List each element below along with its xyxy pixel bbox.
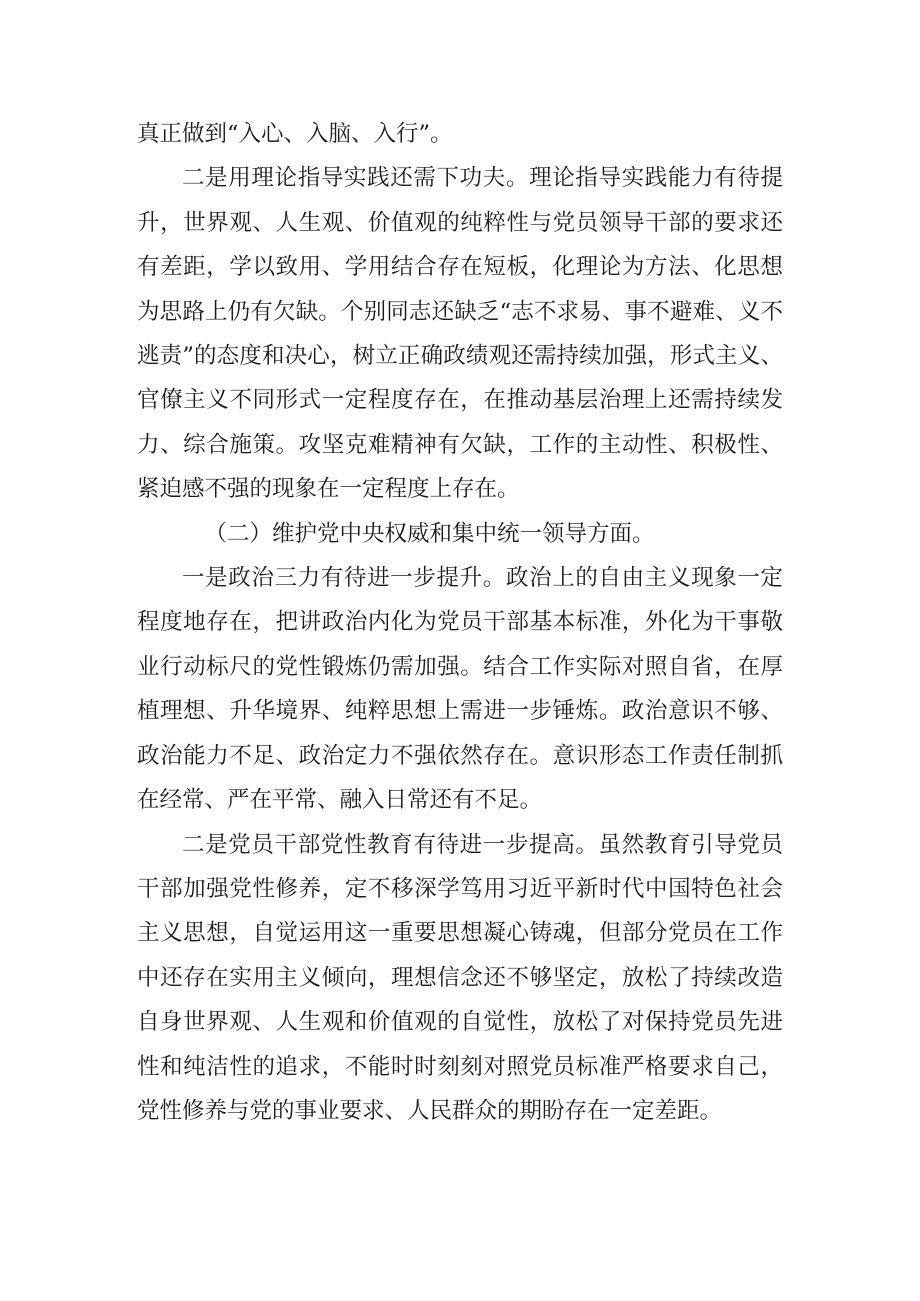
document-body xyxy=(137,112,783,1133)
paragraph-continuation: 真正做到“入心、入脑、入行”。 xyxy=(137,121,453,147)
paragraph-political-capacity: 一是政治三力有待进一步提升。政治上的自由主义现象一定程度地存在，把讲政治内化为党员干部基本标准，外化为干事敬业行动标尺的党性锻炼仍需加强。结合工作实际对照自省，在厚植理想、升华境界、纯粹思想上需进一步锤炼。政治意识不够、政治能力不足、政治定力不强依然存在。意识形态工作责任制抓在经常、严在平常、融入日常还有不足。 xyxy=(137,565,783,814)
paragraph-party-education: 二是党员干部党性教育有待进一步提高。虽然教育引导党员干部加强党性修养，定不移深学笃用习近平新时代中国特色社会主义思想，自觉运用这一重要思想凝心铸魂，但部分党员在工作中还存在实用主义倾向，理想信念还不够坚定，放松了持续改造自身世界观、人生观和价值观的自觉性，放松了对保持党员先进性和纯洁性的追求，不能时时刻刻对照党员标准严格要求自己，党性修养与党的事业要求、人民群众的期盼存在一定差距。 xyxy=(137,831,783,1124)
section-heading-2: （二）维护党中央权威和集中统一领导方面。 xyxy=(204,520,655,547)
paragraph-theory-practice: 二是用理论指导实践还需下功夫。理论指导实践能力有待提升，世界观、人生观、价值观的纯粹性与党员领导干部的要求还有差距，学以致用、学用结合存在短板，化理论为方法、化思想为思路上仍有欠缺。个别同志还缺乏“志不求易、事不避难、义不逃责”的态度和决心，树立正确政绩观还需持续加强，形式主义、官僚主义不同形式一定程度存在，在推动基层治理上还需持续发力、综合施策。攻坚克难精神有欠缺，工作的主动性、积极性、紧迫感不强的现象在一定程度上存在。 xyxy=(137,165,783,503)
